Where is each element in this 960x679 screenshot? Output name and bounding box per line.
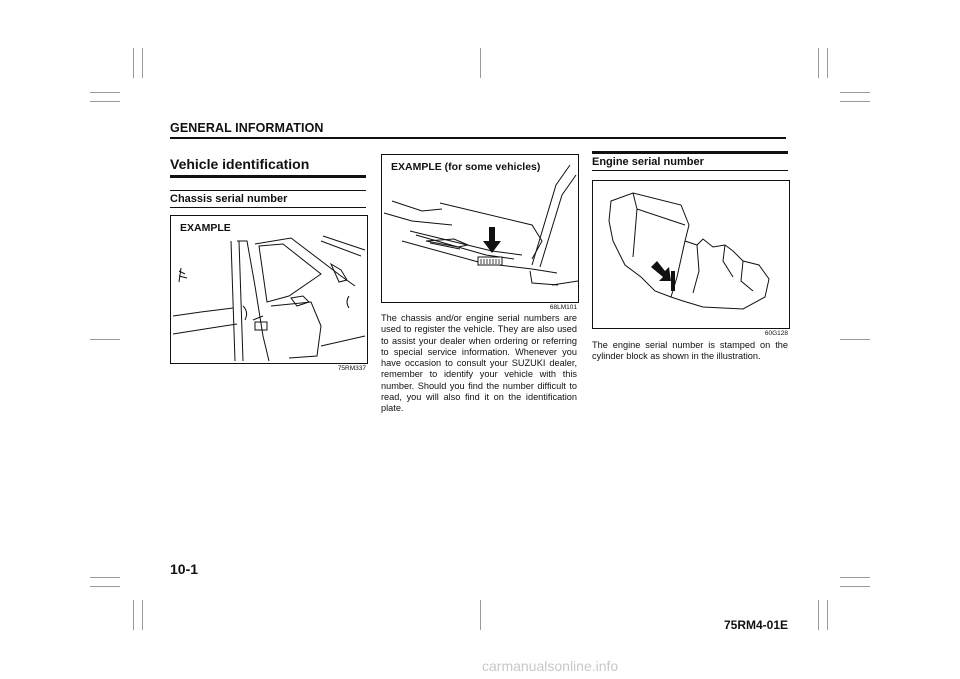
crop-mark	[90, 577, 120, 578]
crop-mark	[827, 48, 828, 78]
subtitle-rule	[592, 151, 788, 154]
car-door-drawing	[171, 216, 367, 363]
crop-mark	[480, 48, 481, 78]
document-code: 75RM4-01E	[723, 618, 788, 632]
header-rule	[170, 137, 786, 139]
figure-code: 60G128	[764, 330, 788, 337]
figure-label: EXAMPLE	[180, 222, 231, 234]
figure-code: 75RM337	[337, 365, 366, 372]
subtitle-rule	[170, 207, 366, 208]
engine-block-illustration	[592, 180, 790, 329]
crop-mark	[840, 586, 870, 587]
crop-mark	[142, 600, 143, 630]
crop-mark	[818, 600, 819, 630]
crop-mark	[840, 101, 870, 102]
engine-description: The engine serial number is stamped on the cylinder block as shown in the illustration.	[592, 340, 788, 362]
subtitle-rule	[592, 170, 788, 171]
crop-mark	[90, 339, 120, 340]
crop-mark	[90, 92, 120, 93]
crop-mark	[818, 48, 819, 78]
subtitle-rule	[170, 190, 366, 191]
pointer-arrow-icon	[651, 261, 671, 281]
engine-drawing	[593, 181, 789, 328]
section-title: Vehicle identification	[170, 156, 310, 172]
engine-subtitle: Engine serial number	[592, 156, 704, 168]
page-number: 10-1	[170, 561, 199, 577]
crop-mark	[133, 600, 134, 630]
running-header: GENERAL INFORMATION	[170, 121, 324, 135]
crop-mark	[142, 48, 143, 78]
crop-mark	[840, 339, 870, 340]
chassis-description: The chassis and/or engine serial numbers are used to register the vehicle. They are also used to assist your dealer when ordering or referring to special service information. Whenever you have occasion to consult your SUZUKI dealer, remember to identify your vehicle with this number. Should you find the number difficult to read, you will also find it on the identification plate.	[381, 313, 577, 414]
crop-mark	[840, 92, 870, 93]
figure-code: 68LM101	[549, 304, 577, 311]
watermark: carmanualsonline.info	[482, 658, 619, 674]
door-pillar-illustration	[170, 215, 368, 364]
crop-mark	[480, 600, 481, 630]
figure-label: EXAMPLE (for some vehicles)	[391, 161, 541, 173]
door-sill-drawing	[382, 155, 578, 302]
crop-mark	[133, 48, 134, 78]
crop-mark	[827, 600, 828, 630]
crop-mark	[840, 577, 870, 578]
crop-mark	[90, 586, 120, 587]
section-title-rule	[170, 175, 366, 178]
crop-mark	[90, 101, 120, 102]
identification-plate-illustration	[381, 154, 579, 303]
chassis-subtitle: Chassis serial number	[170, 193, 288, 205]
